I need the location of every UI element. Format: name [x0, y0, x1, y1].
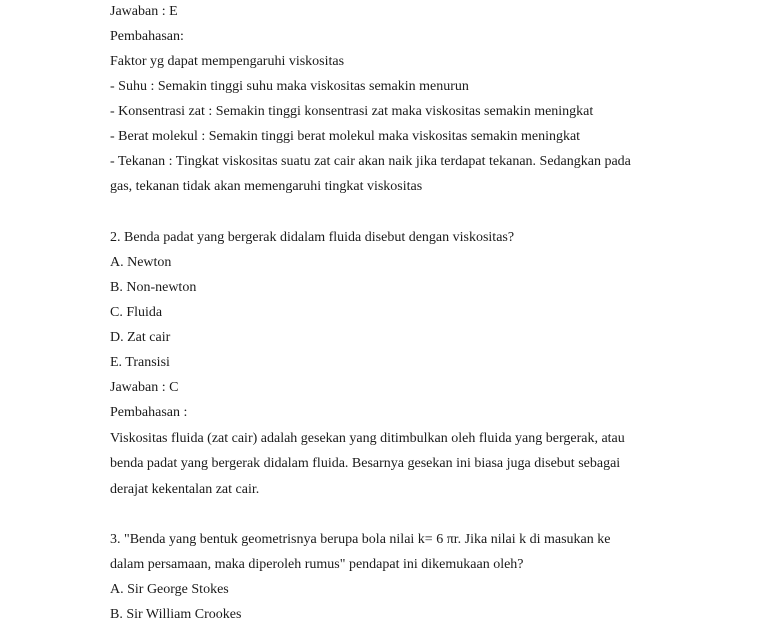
q2-discussion-line: benda padat yang bergerak didalam fluida. Besarnya gesekan ini biasa juga disebut sebagai: [110, 456, 621, 471]
q3-question-line: dalam persamaan, maka diperoleh rumus" pendapat ini dikemukaan oleh?: [110, 557, 524, 572]
q2-discussion-line: Viskositas fluida (zat cair) adalah gesekan yang ditimbulkan oleh fluida yang bergerak, atau: [110, 431, 625, 446]
q2-discussion-line: derajat kekentalan zat cair.: [110, 482, 260, 497]
q1-discussion-label: Pembahasan:: [110, 29, 184, 44]
q1-discussion-line: - Konsentrasi zat : Semakin tinggi konsentrasi zat maka viskositas semakin meningkat: [110, 104, 594, 119]
q1-discussion-line: - Berat molekul : Semakin tinggi berat molekul maka viskositas semakin meningkat: [110, 129, 581, 144]
q2-option: C. Fluida: [110, 305, 163, 320]
q3-option: A. Sir George Stokes: [110, 582, 229, 597]
q2-option: B. Non-newton: [110, 280, 197, 295]
q2-option: E. Transisi: [110, 355, 170, 370]
q2-answer: Jawaban : C: [110, 380, 179, 395]
q2-option: D. Zat cair: [110, 330, 171, 345]
q1-discussion-line: gas, tekanan tidak akan memengaruhi tingkat viskositas: [110, 179, 423, 194]
q2-option: A. Newton: [110, 255, 172, 270]
q3-question-line: 3. "Benda yang bentuk geometrisnya berupa bola nilai k= 6 πr. Jika nilai k di masukan ke: [110, 532, 611, 547]
q2-discussion-label: Pembahasan :: [110, 405, 188, 420]
q1-discussion-line: Faktor yg dapat mempengaruhi viskositas: [110, 54, 345, 69]
q2-question: 2. Benda padat yang bergerak didalam fluida disebut dengan viskositas?: [110, 230, 515, 245]
q1-discussion-line: - Tekanan : Tingkat viskositas suatu zat cair akan naik jika terdapat tekanan. Sedangkan pada: [110, 154, 631, 169]
q3-option: B. Sir William Crookes: [110, 607, 242, 622]
q1-answer: Jawaban : E: [110, 4, 178, 19]
q1-discussion-line: - Suhu : Semakin tinggi suhu maka viskositas semakin menurun: [110, 79, 469, 94]
